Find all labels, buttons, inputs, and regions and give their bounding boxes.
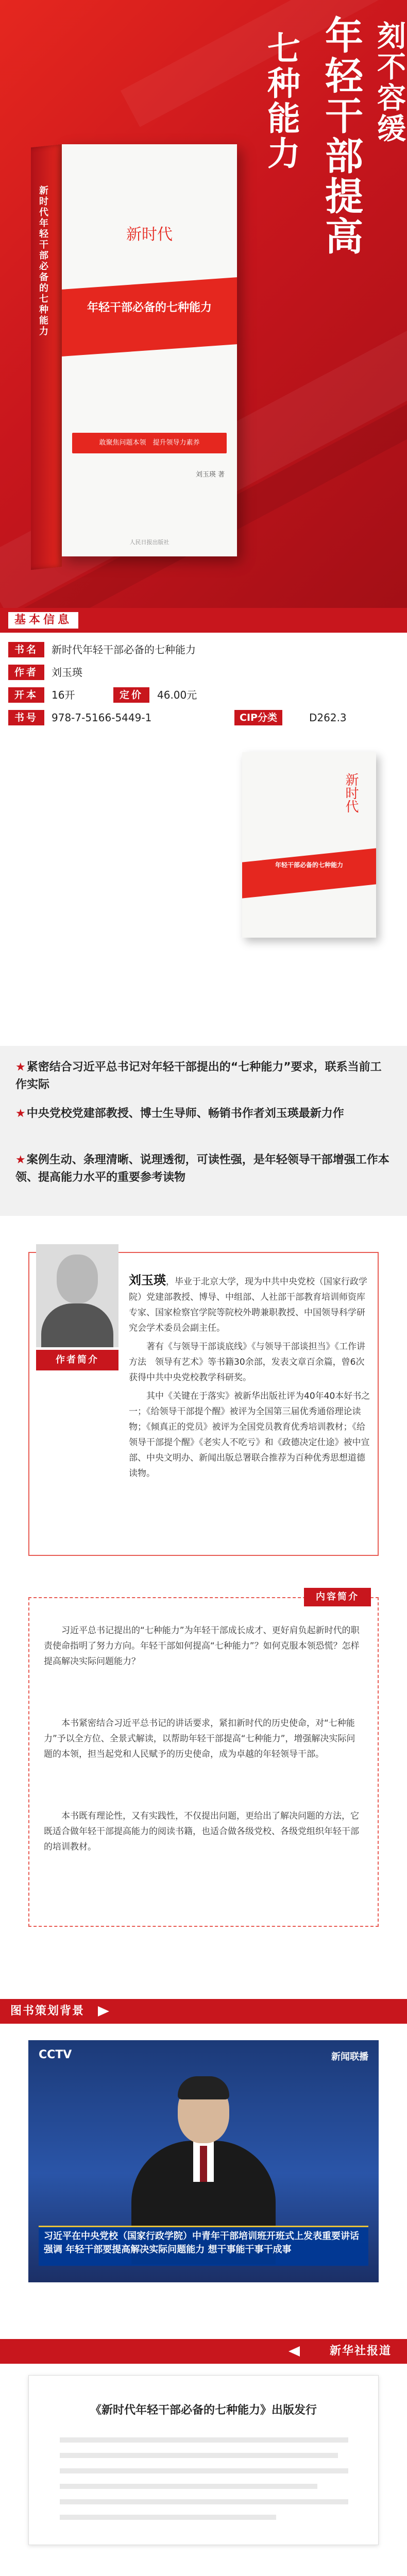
book-publisher: 人民日报出版社 [129, 539, 169, 546]
tv-caption: 习近平在中央党校（国家行政学院）中青年干部培训班开班式上发表重要讲话强调 年轻干部要提高解决实际问题能力 想干事能干事干成事 [44, 2231, 359, 2255]
hero-title-line2: 七种能力 [262, 31, 300, 171]
author-name: 刘玉瑛 [129, 1273, 166, 1287]
info-header [0, 608, 407, 633]
star-icon: ★ [15, 1154, 26, 1166]
book-series: 新时代 [126, 226, 173, 244]
info-header-label: 基本信息 [8, 612, 78, 629]
intro-tab: 内容简介 [304, 1588, 371, 1606]
book-title: 年轻干部必备的七种能力 [87, 301, 212, 314]
author-tab: 作者简介 [36, 1350, 118, 1370]
channel-logo: 新闻联播 [331, 2052, 368, 2062]
intro-paragraph-1: 习近平总书记提出的“七种能力”为年轻干部成长成才、更好肩负起新时代的职责使命指明了努力方向。年轻干部如何提高“七种能力”？如何克服本领恐慌？怎样提高解决实际问题能力？ [44, 1625, 360, 1667]
highlight-item [15, 1059, 392, 1094]
isbn-value: 978-7-5166-5449-1 [52, 711, 152, 724]
cip-label: CIP分类 [234, 710, 282, 725]
intro-paragraph-3: 本书既有理论性，又有实践性，不仅提出问题，更给出了解决问题的方法，它既适合做年轻干部提高能力的阅读书籍，也适合做各级党校、各级党组织年轻干部的培训教材。 [44, 1811, 359, 1852]
author-bio [129, 1273, 371, 1481]
info-key: 作者 [8, 665, 44, 680]
info-row-isbn [0, 707, 407, 728]
highlight-text: 紧密结合习近平总书记对年轻干部提出的“七种能力”要求，联系当前工作实际 [15, 1061, 382, 1091]
price-value: 46.00元 [157, 689, 197, 701]
hero-banner [0, 0, 407, 608]
info-row-author [0, 662, 407, 683]
star-icon: ★ [15, 1107, 26, 1120]
info-key: 开本 [8, 687, 44, 703]
highlight-item [15, 1105, 392, 1123]
book-cover-3d [31, 144, 237, 577]
xinhua-screenshot [28, 2375, 379, 2545]
hero-title-line1: 年轻干部提高 [319, 15, 363, 257]
hero-slogan: 刻不容缓 [372, 21, 406, 144]
book-spine-title: 新时代年轻干部必备的七种能力 [38, 185, 48, 337]
info-row-format [0, 684, 407, 706]
info-key: 书名 [8, 642, 44, 657]
cip-value: D262.3 [309, 711, 347, 724]
info-value: 16开 [52, 689, 75, 701]
info-key: 书号 [8, 710, 44, 725]
book-tag-1: 敢聚焦问题本领 [99, 439, 146, 447]
flat-book-title: 年轻干部必备的七种能力 [275, 861, 343, 869]
highlight-item [15, 1151, 392, 1187]
book-tags [72, 433, 227, 453]
highlight-text: 中央党校党建部教授、博士生导师、畅销书作者刘玉瑛最新力作 [26, 1107, 344, 1120]
info-value: 刘玉瑛 [52, 666, 82, 679]
arrow-icon [98, 2006, 109, 2016]
author-bio-3: 其中《关键在于落实》被新华出版社评为40年40本好书之一；《给领导干部提个醒》被评为全国第三届优秀通俗理论读物；《倾真正的党员》被评为全国党员教育优秀培训教材；《给领导干部提个醒》《老实人不吃亏》和《政德决定仕途》被中宣部、中央文明办、新闻出版总署联合推荐为百种优秀思想道德读物。 [129, 1391, 370, 1479]
arrow-icon [289, 2346, 300, 2357]
info-row-title [0, 639, 407, 660]
book-cover-flat [242, 752, 376, 938]
star-icon: ★ [15, 1061, 26, 1074]
info-value: 新时代年轻干部必备的七种能力 [52, 643, 196, 656]
section-xinhua-bar [0, 2339, 407, 2364]
intro-paragraph-2: 本书紧密结合习近平总书记的讲话要求，紧扣新时代的历史使命，对“七种能力”予以全方位、全景式解读，以帮助年轻干部提高“七种能力”，增强解决实际问题的本领，担当起党和人民赋予的历史使命，成为卓越的年轻领导干部。 [44, 1718, 355, 1759]
book-tag-2: 提升领导力素养 [152, 439, 200, 447]
xinhua-headline: 《新时代年轻干部必备的七种能力》出版发行 [90, 2404, 317, 2417]
author-bio-2: 著有《与领导干部谈底线》《与领导干部谈担当》《工作讲方法 领导有艺术》等书籍30余部，发表文章百余篇，曾6次获得中共中央党校教学科研奖。 [129, 1342, 365, 1383]
highlight-text: 案例生动、条理清晰、说理透彻，可读性强，是年轻领导干部增强工作本领、提高能力水平的重要参考读物 [15, 1154, 389, 1184]
section-xinhua-title: 新华社报道 [329, 2345, 392, 2358]
tv-news-screenshot [28, 2040, 379, 2282]
info-key: 定价 [113, 687, 149, 703]
cctv-logo: CCTV [39, 2048, 72, 2061]
section-background-bar [0, 1999, 407, 2024]
book-author: 刘玉瑛 著 [195, 471, 225, 479]
section-background-title: 图书策划背景 [10, 2005, 85, 2018]
flat-book-series: 新时代 [343, 773, 359, 813]
author-photo [36, 1244, 118, 1347]
author-bio-1: ，毕业于北京大学，现为中共中央党校（国家行政学院）党建部教授、博导、中组部、人社部干部教育培训师资库专家、国家检察官学院等院校外聘兼职教授、中国领导科学研究会学术委员会副主任。 [129, 1277, 367, 1333]
